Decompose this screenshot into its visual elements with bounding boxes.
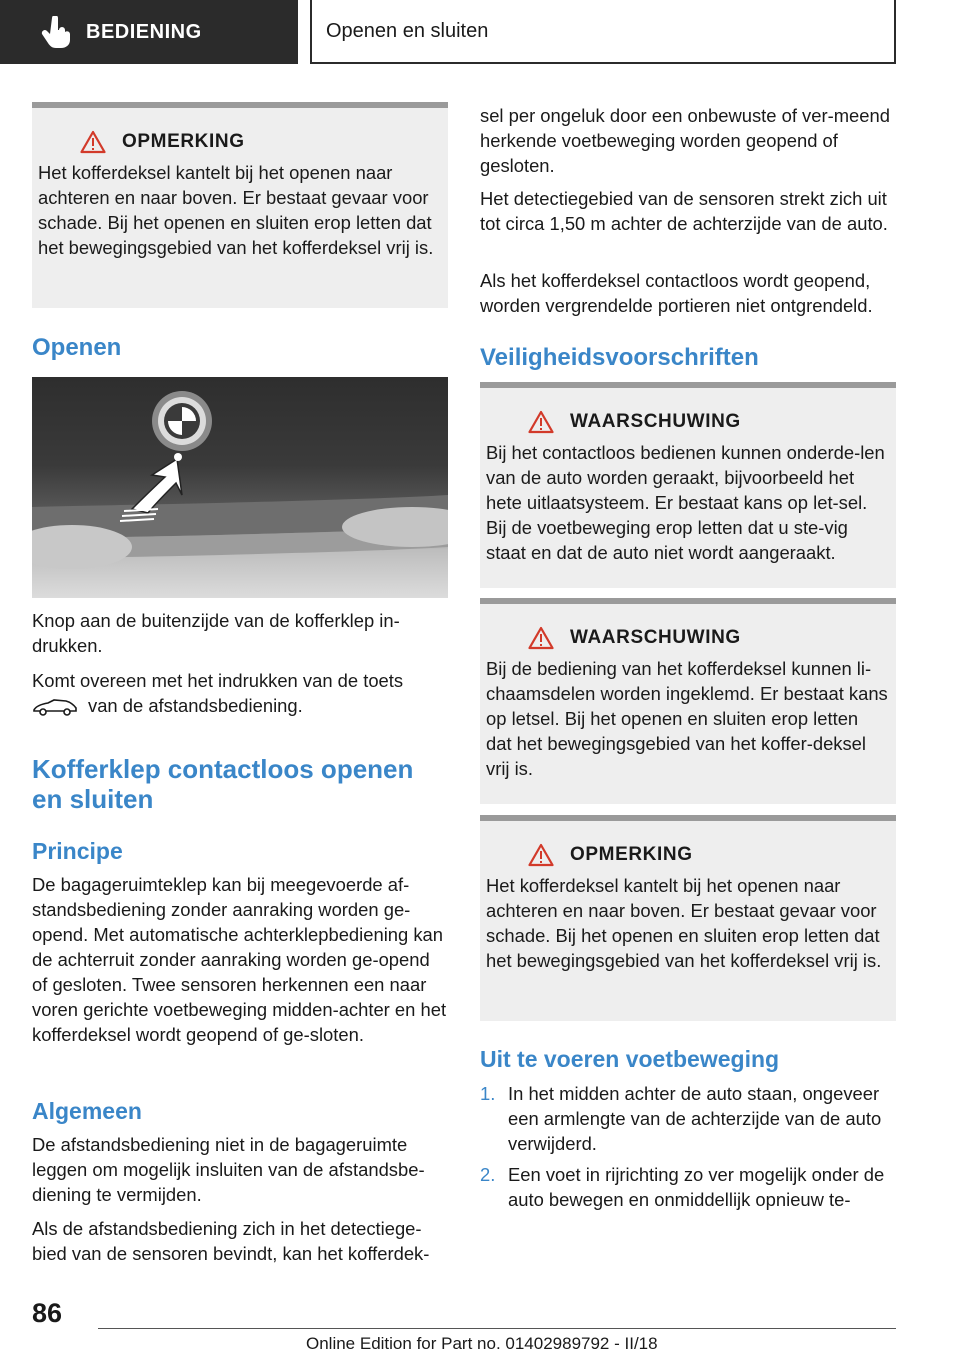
trunk-button-photo	[32, 377, 448, 598]
note-title: OPMERKING	[122, 131, 245, 152]
continued-paragraph-2: Het detectiegebied van de sensoren strekt zich uit tot circa 1,50 m achter de achterzijde van de auto.	[480, 188, 888, 234]
header-title-box	[310, 0, 896, 64]
footer-divider	[98, 1328, 896, 1329]
note-box-left	[32, 102, 448, 308]
caption-remote-part2: van de afstandsbediening.	[88, 695, 303, 716]
list-item	[480, 1162, 896, 1212]
continued-paragraph-3: Als het kofferdeksel contactloos wordt geopend, worden vergrendelde portieren niet ontgrendeld.	[480, 270, 873, 316]
heading-openen: Openen	[32, 334, 122, 361]
note-body: Het kofferdeksel kantelt bij het openen naar achteren en naar boven. Er bestaat gevaar voor schade. Bij het openen en sluiten erop letten dat het bewegingsgebied van het kofferdeksel vrij is.	[486, 875, 882, 971]
warning-box-2	[480, 598, 896, 804]
page-title: Openen en sluiten	[326, 19, 489, 42]
note-box-right	[480, 815, 896, 1021]
warning-icon	[528, 410, 554, 434]
step-text: In het midden achter de auto staan, ongeveer een armlengte van de achterzijde van de auto verwijderd.	[508, 1083, 882, 1154]
warning-icon	[528, 626, 554, 650]
step-number: 2.	[480, 1164, 496, 1185]
warning-icon	[528, 843, 554, 867]
heading-algemeen: Algemeen	[32, 1098, 142, 1124]
warning-title: WAARSCHUWING	[570, 627, 741, 648]
continued-paragraph-1: sel per ongeluk door een onbewuste of ver-meend herkende voetbeweging worden geopend of gesloten.	[480, 105, 890, 176]
algemeen-paragraph-1: De afstandsbediening niet in de bagageruimte leggen om mogelijk insluiten van de afstandsbe-diening te vermijden.	[32, 1134, 425, 1205]
principe-text: De bagageruimteklep kan bij meegevoerde af-standsbediening zonder aanraking worden ge-opend. Met automatische achterklepbediening kan de achterruit zonder aanraking worden ge-opend of gesloten. Twee sensoren herkennen een naar voren gerichte voetbeweging midden-achter en het kofferdeksel wordt geopend of ge-sloten.	[32, 874, 447, 1045]
car-trunk-icon	[32, 698, 78, 716]
step-text: Een voet in rijrichting zo ver mogelijk onder de auto bewegen en onmiddellijk opnieuw te-	[508, 1164, 885, 1210]
footer-edition: Online Edition for Part no. 01402989792 - II/18	[306, 1334, 658, 1353]
heading-voetbeweging: Uit te voeren voetbeweging	[480, 1046, 780, 1072]
note-title: OPMERKING	[570, 844, 693, 865]
note-body: Het kofferdeksel kantelt bij het openen naar achteren en naar boven. Er bestaat gevaar voor schade. Bij het openen en sluiten erop letten dat het bewegingsgebied van het kofferdeksel vrij is.	[38, 162, 434, 258]
caption-remote-part1: Komt overeen met het indrukken van de toets	[32, 670, 404, 691]
warning-title: WAARSCHUWING	[570, 411, 741, 432]
step-number: 1.	[480, 1083, 496, 1104]
caption-press-button: Knop aan de buitenzijde van de kofferklep in-drukken.	[32, 610, 400, 656]
algemeen-paragraph-2: Als de afstandsbediening zich in het detectiege-bied van de sensoren bevindt, kan het kofferdek-	[32, 1218, 430, 1264]
steps-list	[480, 1081, 896, 1218]
header-section-label: BEDIENING	[86, 20, 202, 43]
list-item	[480, 1081, 896, 1156]
header-section-tab	[0, 0, 298, 64]
heading-principe: Principe	[32, 838, 123, 864]
page-number: 86	[32, 1298, 63, 1328]
heading-veiligheidsvoorschriften: Veiligheidsvoorschriften	[480, 344, 759, 371]
heading-kofferklep-contactloos: Kofferklep contactloos openen en sluiten	[32, 754, 414, 814]
hand-pointer-icon	[38, 14, 74, 50]
warning-body: Bij het contactloos bedienen kunnen onderde-len van de auto worden geraakt, bijvoorbeeld het hete uitlaatsysteem. Er bestaat kans op let-sel. Bij de voetbeweging erop letten dat u ste-vig staat en dat de auto niet wordt aangeraakt.	[486, 442, 885, 563]
caption-remote	[32, 668, 448, 718]
warning-icon	[80, 130, 106, 154]
warning-box-1	[480, 382, 896, 588]
warning-body: Bij de bediening van het kofferdeksel kunnen li-chaamsdelen worden ingeklemd. Er bestaat kans op letsel. Bij het openen en sluiten erop letten dat het bewegingsgebied van het koffer-deksel vrij is.	[486, 658, 888, 779]
